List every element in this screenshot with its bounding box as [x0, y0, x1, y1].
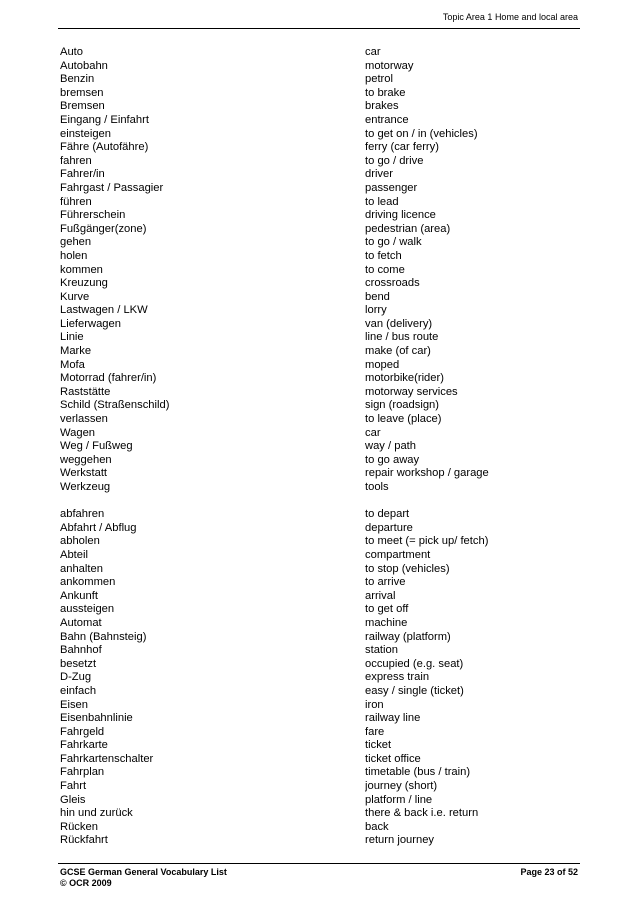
vocab-row — [60, 87, 580, 101]
vocab-row — [60, 331, 580, 345]
english-term: to stop (vehicles) — [365, 562, 450, 575]
english-term: repair workshop / garage — [365, 467, 489, 480]
english-term: brakes — [365, 100, 399, 113]
german-term: Gleis — [60, 793, 86, 806]
vocab-row — [60, 563, 580, 577]
english-term: line / bus route — [365, 331, 439, 344]
vocab-row — [60, 576, 580, 590]
german-term: kommen — [60, 263, 103, 276]
footer-divider — [58, 863, 580, 864]
german-term: bremsen — [60, 86, 104, 99]
english-term: to leave (place) — [365, 413, 442, 426]
vocab-row — [60, 617, 580, 631]
vocab-row — [60, 685, 580, 699]
english-term: to go / drive — [365, 154, 424, 167]
german-term: Werkstatt — [60, 467, 108, 480]
german-term: abholen — [60, 535, 100, 548]
english-term: petrol — [365, 73, 393, 86]
english-term: railway line — [365, 712, 421, 725]
vocab-row — [60, 359, 580, 373]
german-term: Automat — [60, 616, 102, 629]
german-term: führen — [60, 195, 92, 208]
german-term: Lastwagen / LKW — [60, 304, 148, 317]
vocab-row — [60, 481, 580, 495]
vocab-row — [60, 100, 580, 114]
english-term: driving licence — [365, 209, 436, 222]
english-term: passenger — [365, 181, 418, 194]
german-term: Fahrkarte — [60, 739, 108, 752]
german-term: Eingang / Einfahrt — [60, 113, 149, 126]
vocab-row — [60, 128, 580, 142]
vocab-row — [60, 413, 580, 427]
vocab-row — [60, 739, 580, 753]
german-term: Fahrplan — [60, 766, 105, 779]
german-term: Ankunft — [60, 589, 98, 602]
english-term: iron — [365, 698, 384, 711]
vocab-row — [60, 699, 580, 713]
german-term: Rücken — [60, 820, 98, 833]
german-term: Lieferwagen — [60, 317, 121, 330]
german-term: Fahrkartenschalter — [60, 752, 154, 765]
german-term: Auto — [60, 46, 84, 58]
vocab-row — [60, 766, 580, 780]
vocab-row — [60, 291, 580, 305]
english-term: to get on / in (vehicles) — [365, 127, 478, 140]
vocab-row — [60, 508, 580, 522]
german-term: Kreuzung — [60, 277, 108, 290]
vocab-row — [60, 631, 580, 645]
vocab-row — [60, 440, 580, 454]
english-term: car — [365, 426, 381, 439]
english-term: back — [365, 820, 389, 833]
english-term: to go away — [365, 453, 420, 466]
english-term: there & back i.e. return — [365, 807, 479, 820]
vocab-row — [60, 454, 580, 468]
section-gap — [60, 495, 580, 509]
footer-left — [60, 867, 227, 889]
english-term: to go / walk — [365, 236, 422, 249]
vocab-row — [60, 603, 580, 617]
vocab-row — [60, 535, 580, 549]
german-term: Bahnhof — [60, 644, 102, 657]
english-term: to arrive — [365, 576, 406, 589]
vocab-row — [60, 264, 580, 278]
english-term: compartment — [365, 548, 431, 561]
english-term: sign (roadsign) — [365, 399, 439, 412]
english-term: pedestrian (area) — [365, 222, 451, 235]
footer-page-number: Page 23 of 52 — [520, 867, 578, 877]
english-term: van (delivery) — [365, 317, 433, 330]
vocab-row — [60, 467, 580, 481]
english-term: arrival — [365, 589, 396, 602]
english-term: occupied (e.g. seat) — [365, 657, 464, 670]
vocab-row — [60, 780, 580, 794]
page-header: Topic Area 1 Home and local area — [442, 12, 578, 22]
english-term: tools — [365, 481, 389, 493]
vocab-row — [60, 726, 580, 740]
english-term: timetable (bus / train) — [365, 766, 471, 779]
vocab-row — [60, 834, 580, 848]
english-term: moped — [365, 358, 400, 371]
english-term: motorway — [365, 59, 414, 72]
german-term: abfahren — [60, 508, 105, 521]
english-term: railway (platform) — [365, 630, 451, 643]
english-term: lorry — [365, 304, 387, 317]
english-term: machine — [365, 616, 408, 629]
german-term: Bremsen — [60, 100, 105, 113]
vocab-row — [60, 821, 580, 835]
vocab-row — [60, 399, 580, 413]
vocab-row — [60, 345, 580, 359]
vocab-row — [60, 386, 580, 400]
vocab-row — [60, 658, 580, 672]
english-term: make (of car) — [365, 345, 431, 358]
vocab-row — [60, 209, 580, 223]
german-term: Wagen — [60, 426, 96, 439]
vocab-row — [60, 372, 580, 386]
german-term: anhalten — [60, 562, 103, 575]
vocab-row — [60, 522, 580, 536]
german-term: Fahrgeld — [60, 725, 105, 738]
vocab-row — [60, 182, 580, 196]
vocab-row — [60, 236, 580, 250]
german-term: einfach — [60, 684, 97, 697]
english-term: ferry (car ferry) — [365, 141, 439, 154]
vocab-row — [60, 753, 580, 767]
english-term: to meet (= pick up/ fetch) — [365, 535, 489, 548]
german-term: ankommen — [60, 576, 116, 589]
english-term: platform / line — [365, 793, 433, 806]
english-term: express train — [365, 671, 430, 684]
german-term: Fußgänger(zone) — [60, 222, 147, 235]
english-term: motorbike(rider) — [365, 372, 444, 385]
german-term: fahren — [60, 154, 92, 167]
german-term: weggehen — [60, 453, 112, 466]
vocab-row — [60, 141, 580, 155]
vocab-row — [60, 168, 580, 182]
german-term: holen — [60, 249, 88, 262]
german-term: Mofa — [60, 358, 85, 371]
german-term: einsteigen — [60, 127, 112, 140]
vocab-row — [60, 46, 580, 60]
english-term: bend — [365, 290, 390, 303]
english-term: to depart — [365, 508, 410, 521]
german-term: Kurve — [60, 290, 90, 303]
vocab-row — [60, 73, 580, 87]
german-term: Weg / Fußweg — [60, 440, 133, 453]
german-term: Werkzeug — [60, 481, 111, 493]
english-term: ticket office — [365, 752, 421, 765]
vocab-row — [60, 427, 580, 441]
footer-copyright: © OCR 2009 — [60, 878, 112, 888]
english-term: to brake — [365, 86, 406, 99]
vocab-row — [60, 196, 580, 210]
english-term: to get off — [365, 603, 409, 616]
vocab-row — [60, 807, 580, 821]
english-term: fare — [365, 725, 385, 738]
english-term: to lead — [365, 195, 399, 208]
german-term: Fahrgast / Passagier — [60, 181, 164, 194]
german-term: besetzt — [60, 657, 97, 670]
german-term: verlassen — [60, 413, 108, 426]
english-term: driver — [365, 168, 393, 181]
english-term: car — [365, 46, 381, 58]
vocab-row — [60, 549, 580, 563]
german-term: Marke — [60, 345, 92, 358]
english-term: crossroads — [365, 277, 420, 290]
german-term: Benzin — [60, 73, 95, 86]
vocab-row — [60, 155, 580, 169]
german-term: Linie — [60, 331, 84, 344]
german-term: Fahrt — [60, 780, 87, 793]
vocab-row — [60, 644, 580, 658]
german-term: Rückfahrt — [60, 834, 108, 847]
vocab-row — [60, 277, 580, 291]
vocab-row — [60, 304, 580, 318]
german-term: gehen — [60, 236, 92, 249]
footer-doc-title: GCSE German General Vocabulary List — [60, 867, 227, 877]
german-term: Abteil — [60, 548, 88, 561]
vocab-row — [60, 671, 580, 685]
english-term: station — [365, 644, 398, 657]
english-term: motorway services — [365, 385, 458, 398]
german-term: hin und zurück — [60, 807, 133, 820]
german-term: Schild (Straßenschild) — [60, 399, 170, 412]
vocab-row — [60, 590, 580, 604]
german-term: Autobahn — [60, 59, 108, 72]
english-term: return journey — [365, 834, 435, 847]
german-term: D-Zug — [60, 671, 92, 684]
english-term: journey (short) — [365, 780, 438, 793]
english-term: to fetch — [365, 249, 402, 262]
header-divider — [58, 28, 580, 29]
english-term: departure — [365, 521, 413, 534]
vocab-row — [60, 712, 580, 726]
vocab-row — [60, 794, 580, 808]
german-term: Raststätte — [60, 385, 111, 398]
english-term: entrance — [365, 113, 409, 126]
vocabulary-list — [60, 46, 580, 848]
german-term: Führerschein — [60, 209, 126, 222]
german-term: Eisen — [60, 698, 88, 711]
english-term: easy / single (ticket) — [365, 684, 464, 697]
german-term: Fähre (Autofähre) — [60, 141, 149, 154]
german-term: aussteigen — [60, 603, 115, 616]
german-term: Abfahrt / Abflug — [60, 521, 137, 534]
german-term: Fahrer/in — [60, 168, 105, 181]
vocab-row — [60, 250, 580, 264]
german-term: Eisenbahnlinie — [60, 712, 133, 725]
vocab-row — [60, 114, 580, 128]
english-term: ticket — [365, 739, 392, 752]
vocab-row — [60, 223, 580, 237]
english-term: to come — [365, 263, 405, 276]
vocab-row — [60, 60, 580, 74]
vocab-row — [60, 318, 580, 332]
german-term: Motorrad (fahrer/in) — [60, 372, 157, 385]
english-term: way / path — [365, 440, 416, 453]
german-term: Bahn (Bahnsteig) — [60, 630, 147, 643]
